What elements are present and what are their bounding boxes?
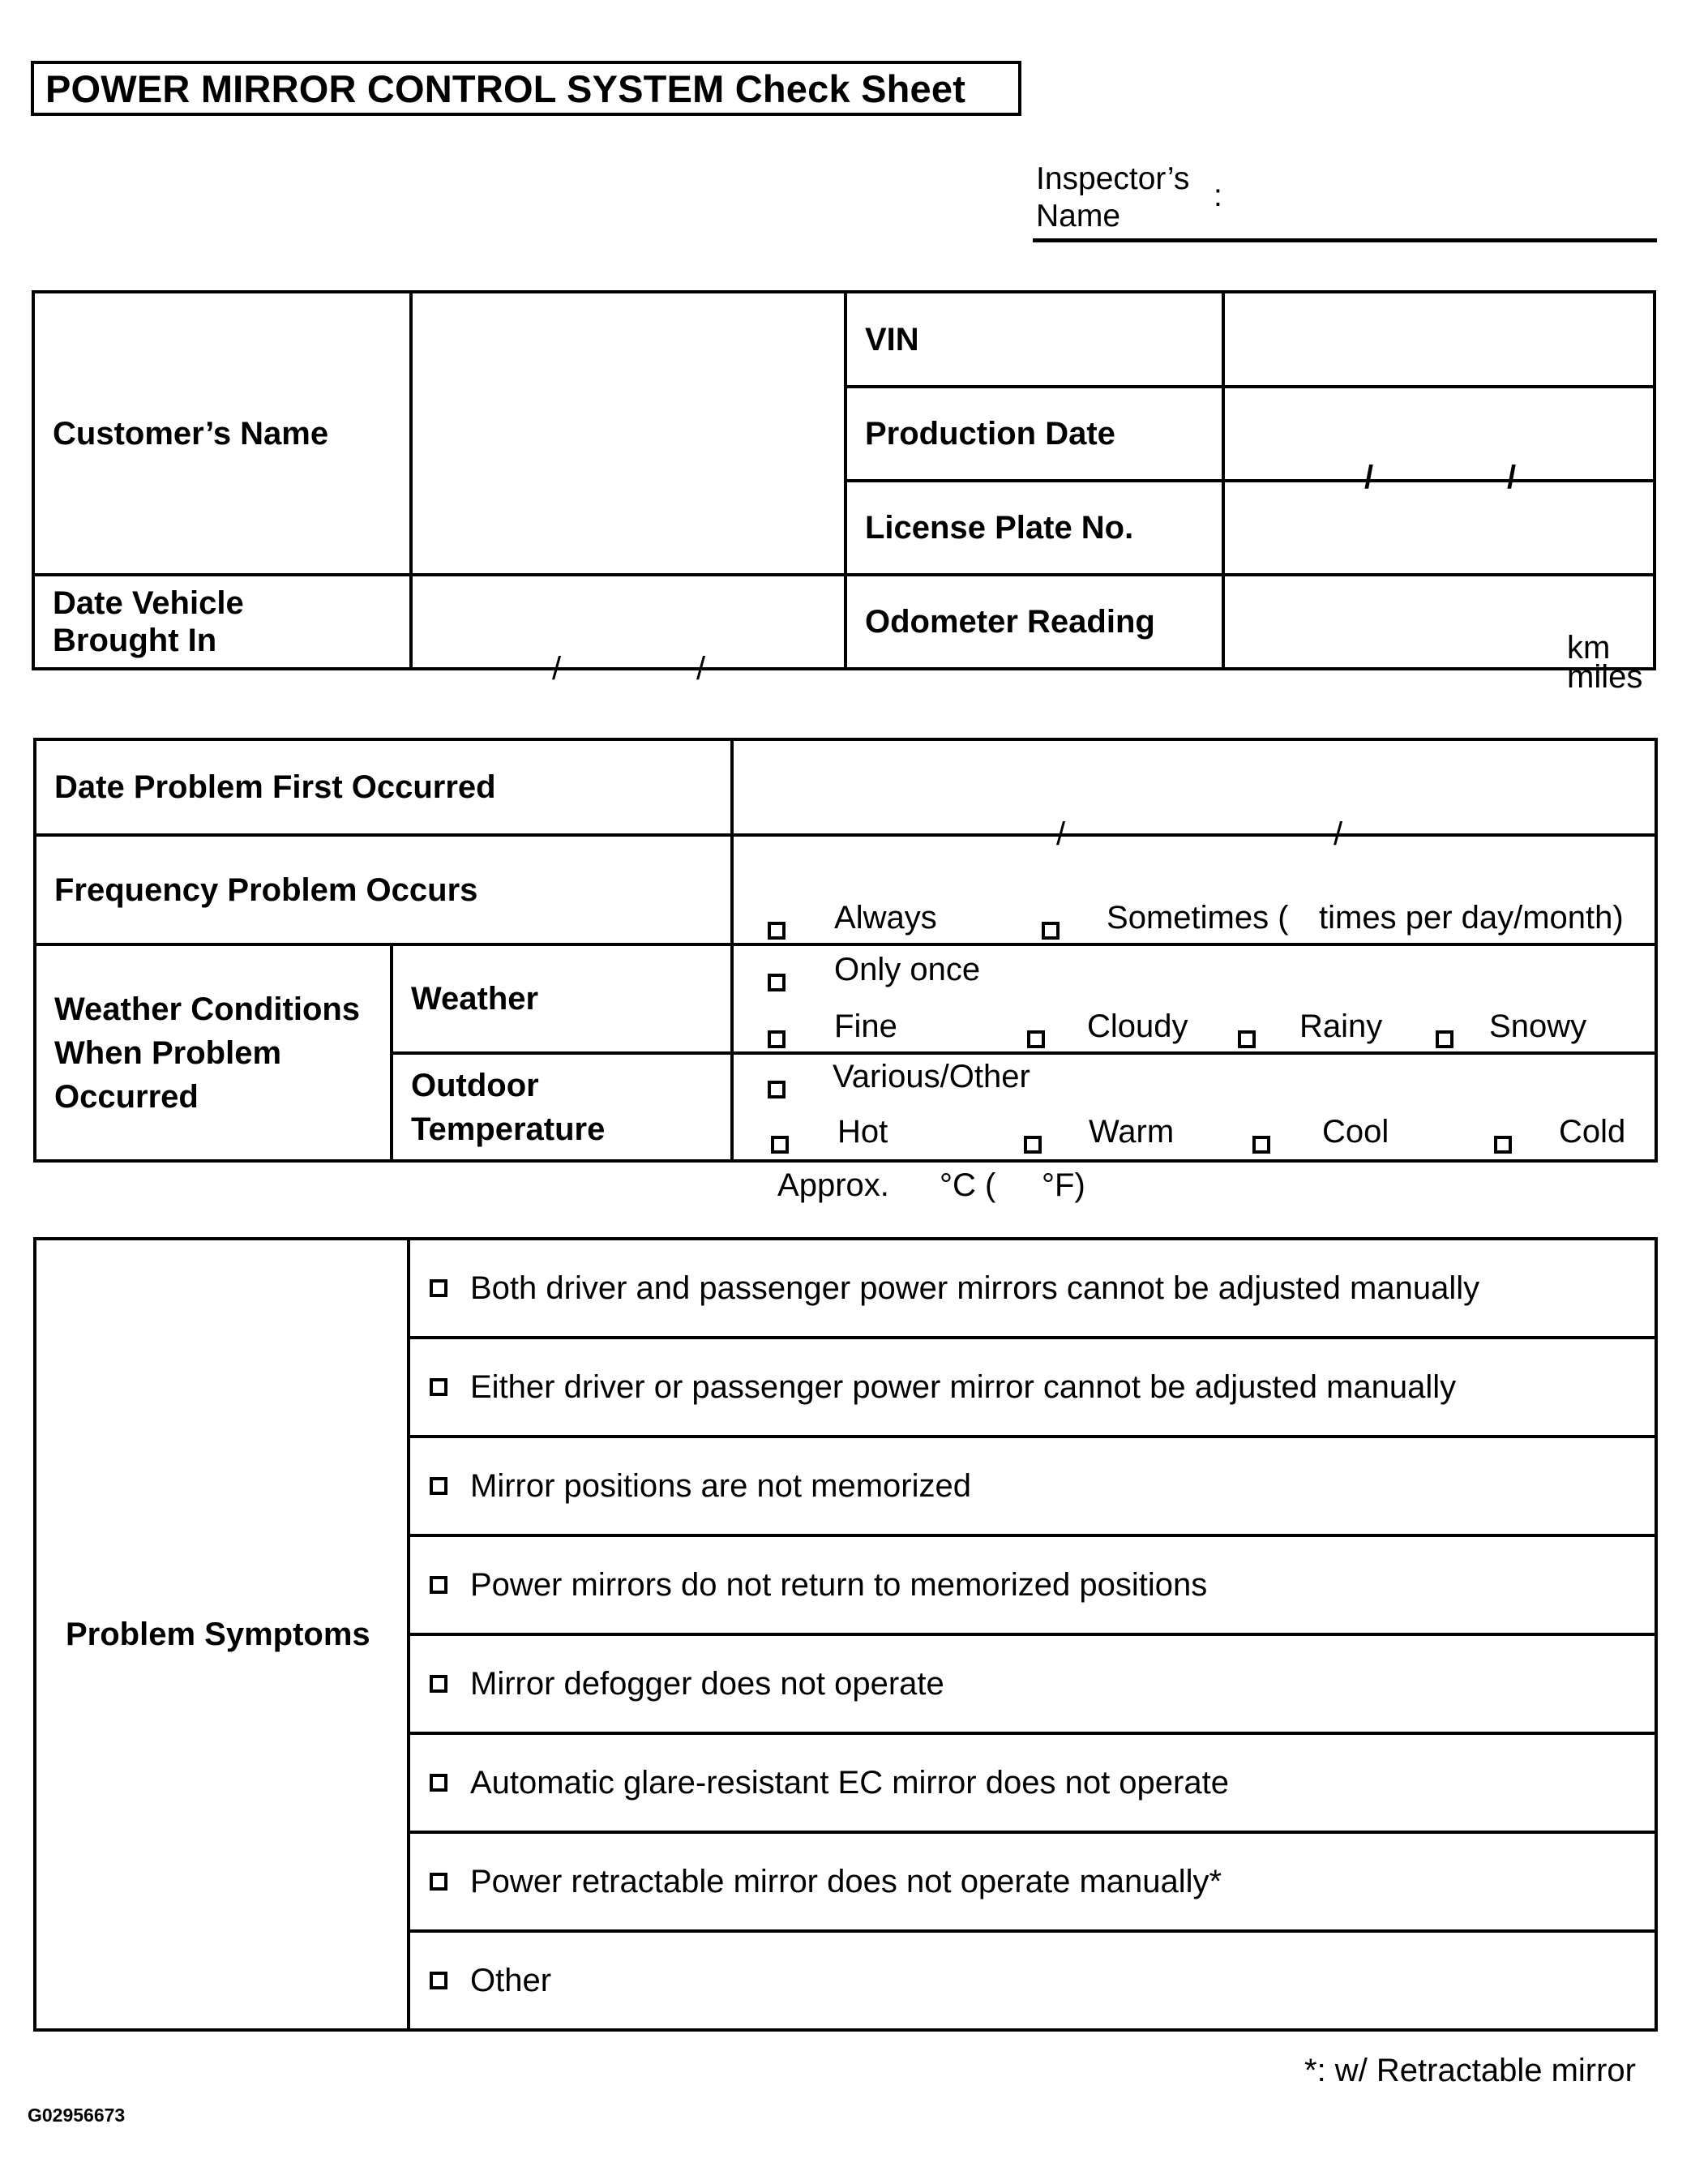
date-separator: / <box>552 651 562 687</box>
weather-label: Weather <box>392 944 732 1053</box>
date-brought-in-label <box>33 575 411 669</box>
symptom-checkbox[interactable] <box>430 1279 447 1297</box>
unit-km: km <box>1567 630 1611 666</box>
vin-label: VIN <box>846 292 1223 387</box>
footnote: *: w/ Retractable mirror <box>1304 2053 1636 2088</box>
inspector-name-label <box>1036 161 1189 235</box>
celsius-unit: °C ( <box>940 1167 996 1203</box>
symptom-row <box>409 1931 1656 2030</box>
checkbox-cool[interactable] <box>1252 1125 1270 1162</box>
conditions-table <box>33 738 1658 1203</box>
figure-code: G02956673 <box>28 2105 126 2126</box>
symptom-checkbox[interactable] <box>430 1675 447 1693</box>
checkbox-only-once[interactable] <box>768 963 786 1000</box>
vin-field[interactable] <box>1223 292 1655 387</box>
production-date-field[interactable] <box>1223 387 1655 495</box>
frequency-options <box>732 835 1656 987</box>
option-always: Always <box>834 899 937 936</box>
odometer-label: Odometer Reading <box>846 575 1223 669</box>
problem-symptoms-label: Problem Symptoms <box>35 1239 409 2030</box>
checkbox-various-other[interactable] <box>768 1070 786 1107</box>
date-brought-in-field[interactable] <box>411 575 846 687</box>
symptom-row <box>409 1535 1656 1634</box>
odometer-field[interactable] <box>1223 575 1655 695</box>
symptom-checkbox[interactable] <box>430 1774 447 1792</box>
option-cloudy: Cloudy <box>1087 1008 1188 1044</box>
symptom-row <box>409 1733 1656 1832</box>
symptom-text: Either driver or passenger power mirror cannot be adjusted manually <box>470 1368 1457 1405</box>
checkbox-cold[interactable] <box>1494 1125 1512 1162</box>
inspector-label-line1: Inspector’s <box>1036 161 1190 196</box>
option-sometimes: Sometimes ( <box>1107 899 1289 936</box>
option-various-other: Various/Other <box>833 1059 1030 1094</box>
outdoor-temperature-label <box>392 1053 732 1161</box>
checkbox-hot[interactable] <box>771 1125 789 1162</box>
customer-name-label: Customer’s Name <box>33 292 411 575</box>
date-brought-label-line1: Date Vehicle <box>53 585 244 621</box>
page-title: POWER MIRROR CONTROL SYSTEM Check Sheet <box>31 61 1021 116</box>
frequency-label: Frequency Problem Occurs <box>35 835 732 944</box>
customer-name-field[interactable] <box>411 292 846 575</box>
checkbox-cloudy[interactable] <box>1027 1020 1045 1056</box>
symptom-row <box>409 1239 1656 1338</box>
checkbox-rainy[interactable] <box>1238 1020 1256 1056</box>
option-only-once: Only once <box>834 951 981 987</box>
checkbox-warm[interactable] <box>1024 1125 1042 1162</box>
date-separator: / <box>1364 460 1374 495</box>
weather-conditions-label <box>35 944 392 1161</box>
date-first-occurred-field[interactable] <box>732 739 1656 852</box>
weather-conditions-line1: Weather Conditions <box>54 991 361 1027</box>
checkbox-sometimes[interactable] <box>1042 911 1060 948</box>
checkbox-always[interactable] <box>768 911 786 948</box>
date-brought-label-line2: Brought In <box>53 623 217 658</box>
symptoms-table <box>33 1237 1658 2032</box>
approx-label: Approx. <box>777 1167 889 1203</box>
weather-conditions-line3: Occurred <box>54 1078 199 1115</box>
production-date-label: Production Date <box>846 387 1223 481</box>
fahrenheit-unit: °F) <box>1042 1167 1085 1203</box>
unit-miles: miles <box>1567 659 1643 695</box>
date-separator: / <box>1507 460 1517 495</box>
weather-conditions-line2: When Problem <box>54 1034 282 1071</box>
option-cool: Cool <box>1322 1113 1389 1150</box>
option-times-per: times per day/month) <box>1319 899 1624 936</box>
symptom-checkbox[interactable] <box>430 1378 447 1396</box>
date-separator: / <box>1334 816 1343 852</box>
symptom-row <box>409 1832 1656 1931</box>
option-fine: Fine <box>834 1008 897 1044</box>
checkbox-snowy[interactable] <box>1436 1020 1453 1056</box>
symptom-text: Both driver and passenger power mirrors cannot be adjusted manually <box>470 1270 1480 1306</box>
inspector-name-field[interactable] <box>1033 238 1657 242</box>
date-separator: / <box>696 651 706 687</box>
symptom-checkbox[interactable] <box>430 1972 447 1989</box>
checkbox-fine[interactable] <box>768 1020 786 1056</box>
symptom-checkbox[interactable] <box>430 1873 447 1891</box>
license-plate-label: License Plate No. <box>846 481 1223 575</box>
date-separator: / <box>1056 816 1066 852</box>
vehicle-info-table <box>32 290 1656 695</box>
option-warm: Warm <box>1089 1113 1175 1150</box>
symptom-row <box>409 1338 1656 1437</box>
symptom-row <box>409 1437 1656 1535</box>
symptom-text: Automatic glare-resistant EC mirror does not operate <box>470 1764 1229 1801</box>
symptom-text: Mirror defogger does not operate <box>470 1665 944 1702</box>
license-plate-field[interactable] <box>1223 481 1655 575</box>
symptom-text: Power mirrors do not return to memorized positions <box>470 1566 1208 1603</box>
date-first-occurred-label: Date Problem First Occurred <box>35 739 732 835</box>
symptom-checkbox[interactable] <box>430 1477 447 1495</box>
option-hot: Hot <box>837 1113 888 1150</box>
symptom-row <box>409 1634 1656 1733</box>
inspector-colon: : <box>1214 178 1222 213</box>
option-snowy: Snowy <box>1489 1008 1587 1044</box>
temperature-label-line2: Temperature <box>411 1111 606 1147</box>
symptom-checkbox[interactable] <box>430 1576 447 1594</box>
symptom-text: Mirror positions are not memorized <box>470 1467 971 1504</box>
temperature-label-line1: Outdoor <box>411 1067 539 1103</box>
symptom-text: Power retractable mirror does not operate manually* <box>470 1863 1222 1899</box>
symptom-text: Other <box>470 1962 552 1998</box>
option-cold: Cold <box>1559 1113 1626 1150</box>
inspector-label-line2: Name <box>1036 199 1121 233</box>
option-rainy: Rainy <box>1299 1008 1383 1044</box>
